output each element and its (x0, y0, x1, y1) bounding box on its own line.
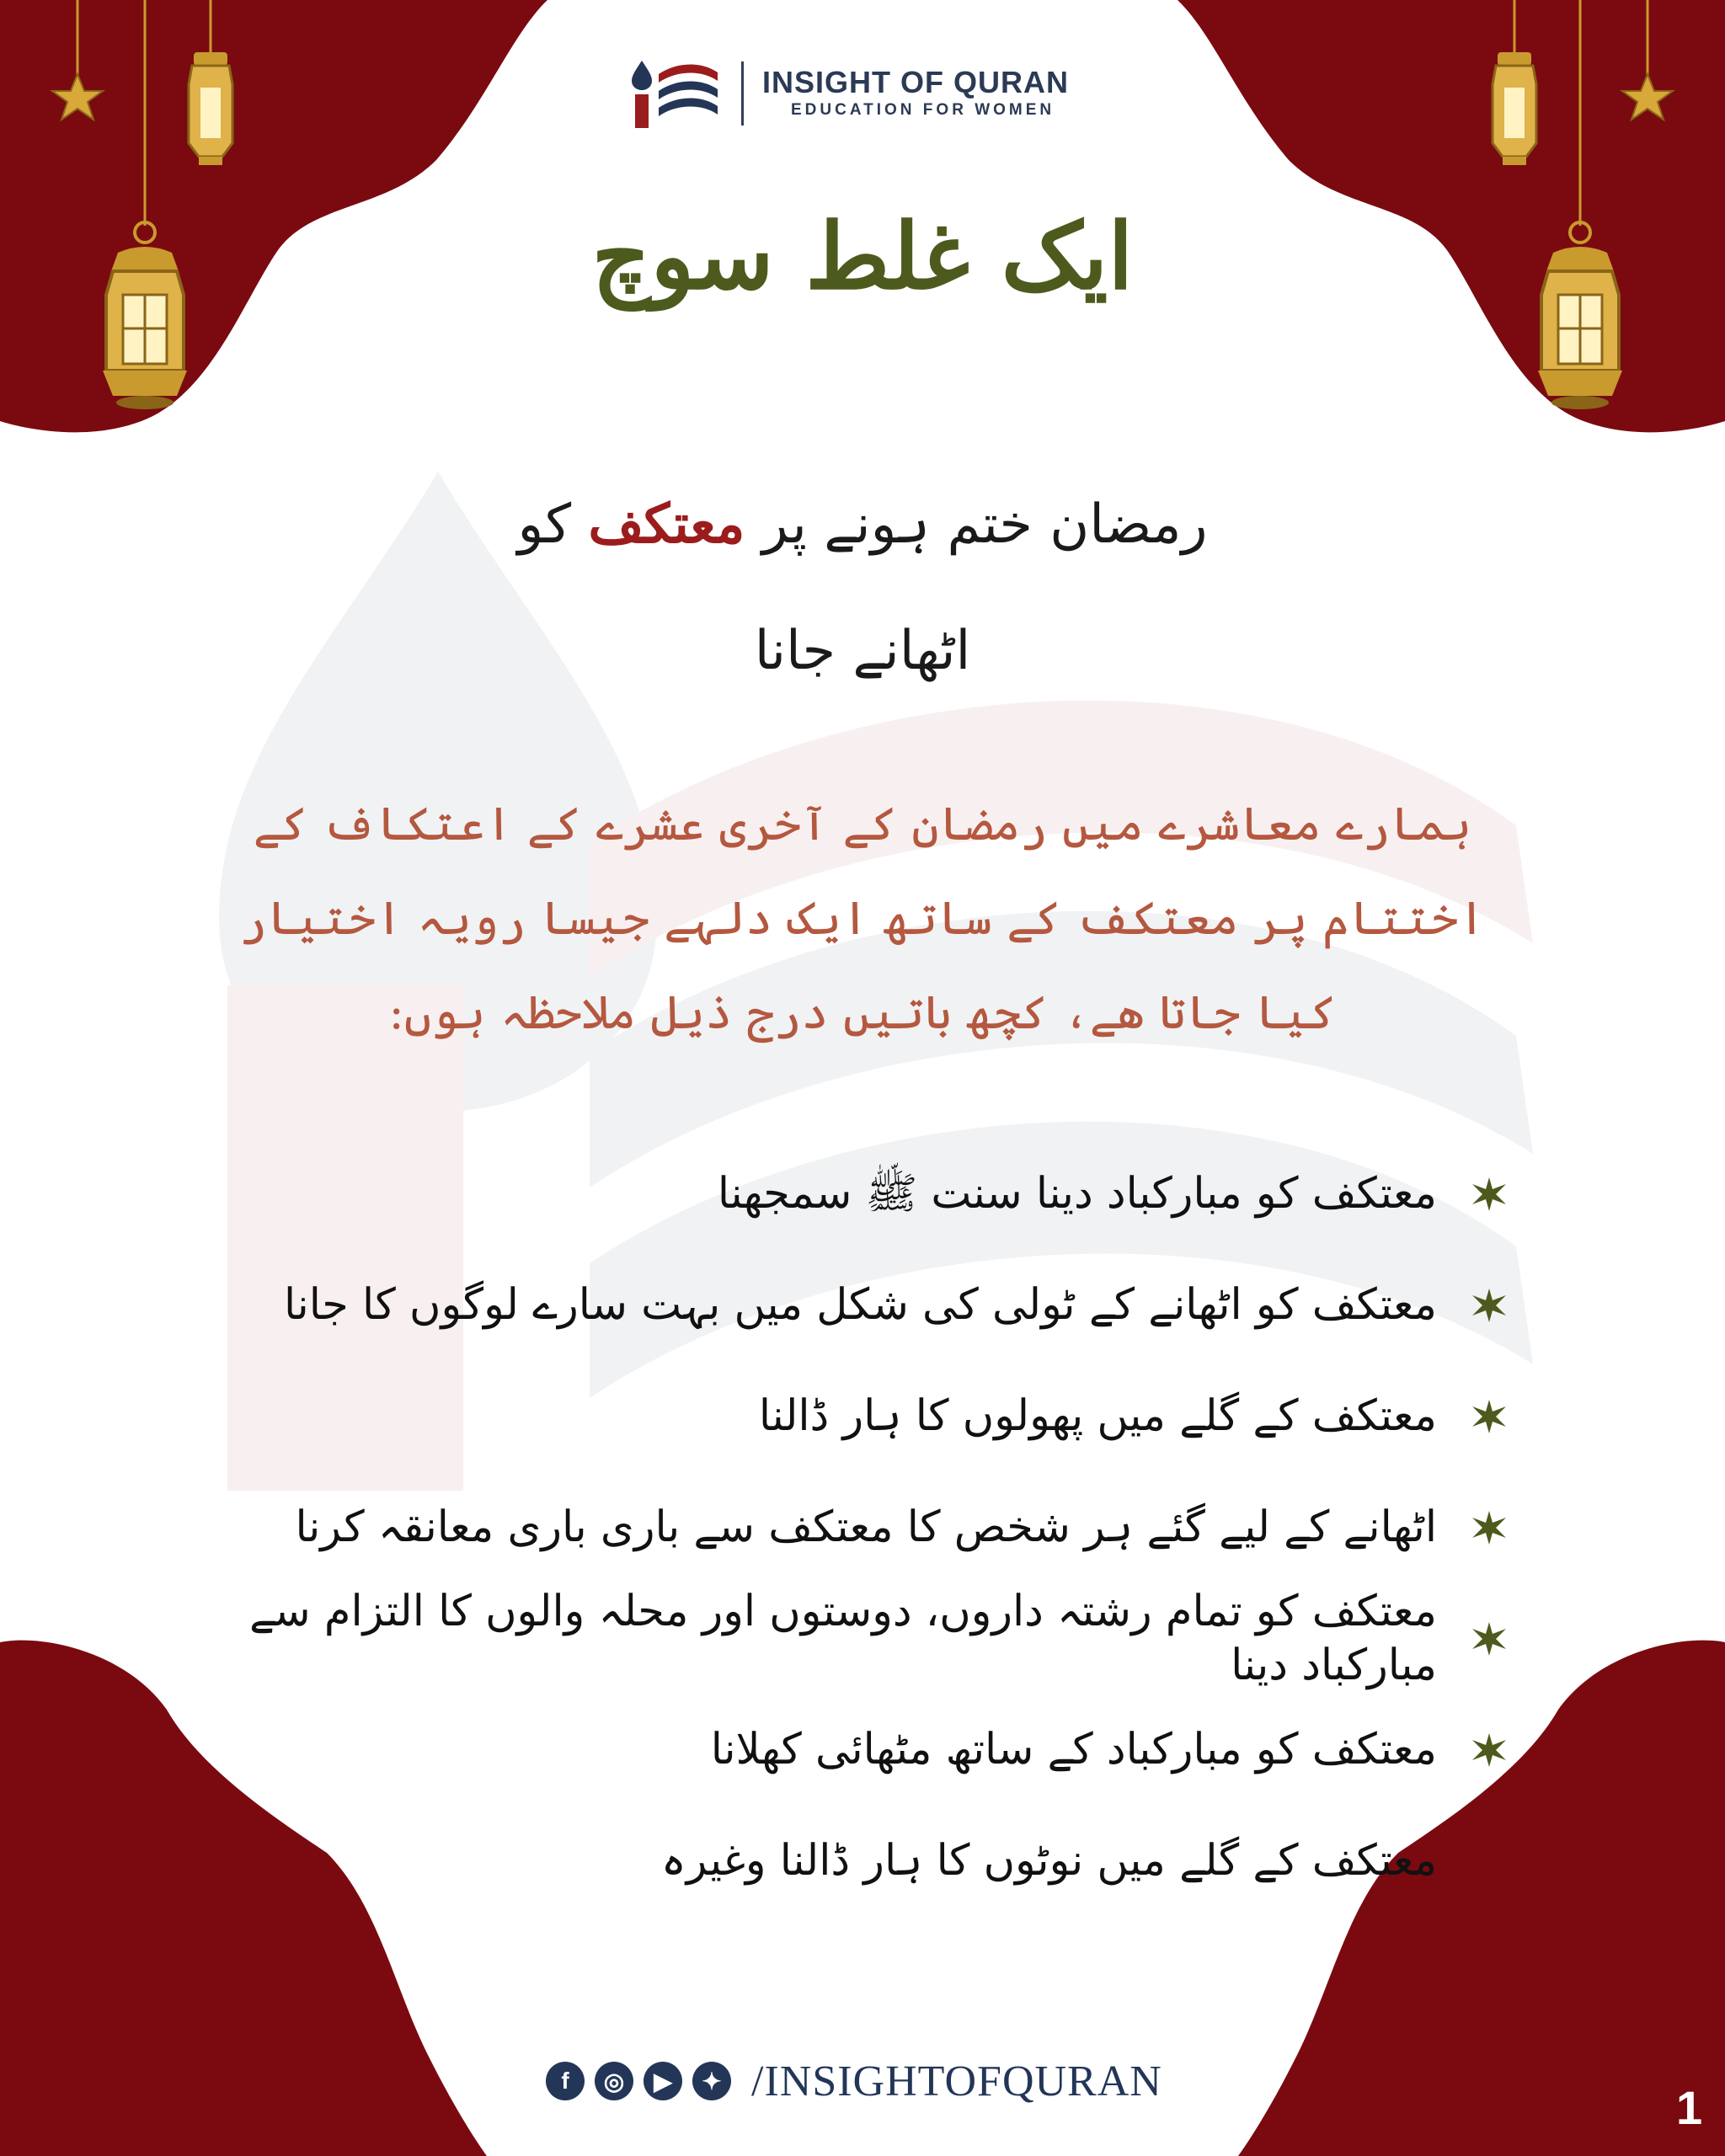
star-bullet-icon (1471, 1287, 1508, 1324)
list-item (126, 1583, 1508, 1694)
subtitle-line1-end: کو (517, 494, 589, 556)
list-item-text: معتکف کے گلے میں نوٹوں کا ہار ڈالنا وغیرہ (660, 1836, 1437, 1886)
list-item-text: معتکف کو اٹھانے کے ٹولی کی شکل میں بہت سارے لوگوں کا جانا (283, 1280, 1437, 1330)
list-item-text: معتکف کو تمام رشتہ داروں، دوستوں اور محلہ والوں کا التزام سے مبارکباد دینا (249, 1587, 1437, 1690)
brand-logo-icon (630, 56, 723, 131)
subtitle-highlight: معتکف (588, 493, 745, 556)
instagram-icon[interactable]: ◎ (595, 2062, 633, 2100)
right-star-icon (1622, 74, 1673, 120)
left-small-lantern-icon (189, 52, 232, 165)
list-item (126, 1694, 1508, 1806)
right-large-lantern-icon (1538, 222, 1622, 409)
right-small-lantern-icon (1493, 52, 1536, 165)
list-item (126, 1472, 1508, 1583)
brand-tagline: EDUCATION FOR WOMEN (791, 101, 1055, 119)
subtitle-line2: اٹھانے جانا (754, 620, 971, 682)
brand-name: INSIGHT OF QURAN (762, 65, 1069, 99)
list-item (126, 1361, 1508, 1472)
page-title: ایک غلط سوچ (591, 204, 1134, 310)
list-item (126, 1250, 1508, 1361)
twitter-icon[interactable]: ✦ (692, 2062, 731, 2100)
brand-header (630, 56, 1102, 131)
list-item-text: معتکف کو مبارکباد دینا سنت ﷺ سمجھنا (717, 1169, 1437, 1219)
list-item-text: معتکف کو مبارکباد کے ساتھ مٹھائی کھلانا (710, 1725, 1437, 1774)
youtube-icon[interactable]: ▶ (644, 2062, 682, 2100)
points-list (126, 1139, 1508, 1917)
star-bullet-icon (1471, 1398, 1508, 1435)
facebook-icon[interactable]: f (546, 2062, 585, 2100)
star-bullet-icon (1471, 1509, 1508, 1546)
left-star-icon (52, 74, 103, 120)
list-item-text: اٹھانے کے لیے گئے ہر شخص کا معتکف سے باری باری معانقہ کرنا (295, 1502, 1437, 1552)
right-lanterns-decoration (1472, 0, 1725, 438)
left-large-lantern-icon (103, 222, 187, 409)
star-bullet-icon (1471, 1620, 1508, 1657)
social-footer (546, 2052, 1186, 2111)
star-bullet-icon (1471, 1732, 1508, 1769)
list-item (126, 1139, 1508, 1250)
page-number: 1 (1676, 2081, 1703, 2134)
intro-paragraph: ہمارے معاشرے میں رمضان کے آخری عشرے کے اعتکاف کے اختتام پر معتکف کے ساتھ ایک دلہے جیسا رویہ اختیار کیا جاتا ھے، کچھ باتیں درج ذیل ملاحظہ ہوں: (239, 797, 1486, 1039)
subtitle-line1-start: رمضان ختم ہونے پر (745, 494, 1208, 556)
brand-divider (741, 61, 744, 125)
list-item (126, 1806, 1508, 1917)
social-handle[interactable]: /INSIGHTOFQURAN (751, 2057, 1162, 2105)
star-bullet-icon (1471, 1176, 1508, 1213)
list-item-text: معتکف کے گلے میں پھولوں کا ہار ڈالنا (758, 1391, 1437, 1441)
subtitle (357, 462, 1368, 714)
left-lanterns-decoration (0, 0, 253, 438)
